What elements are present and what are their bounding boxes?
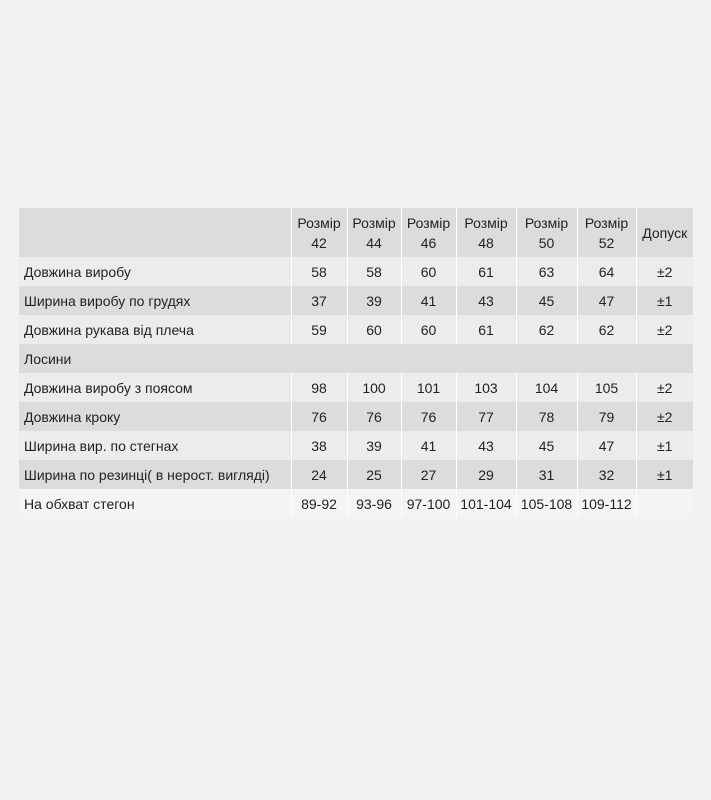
section-title: Лосини: [24, 350, 72, 367]
cell-tolerance: ±2: [657, 379, 673, 396]
cell-value: 104: [516, 373, 577, 402]
row-label: Ширина вир. по стегнах: [19, 431, 291, 460]
cell-value: 47: [577, 286, 636, 315]
row-label: Довжина виробу з поясом: [19, 373, 291, 402]
cell-value: 89-92: [291, 489, 347, 518]
section-header-row: [19, 344, 693, 373]
cell-value: 45: [516, 286, 577, 315]
row-label: Ширина по резинці( в нерост. вигляді): [19, 460, 291, 489]
cell-value: 24: [291, 460, 347, 489]
header-size-number: 46: [420, 234, 437, 251]
header-size-46: [401, 208, 456, 257]
cell-value: 76: [347, 402, 401, 431]
cell-value: 41: [401, 431, 456, 460]
cell-value: 105: [577, 373, 636, 402]
cell-value: 105-108: [516, 489, 577, 518]
header-size-number: 52: [598, 234, 615, 251]
cell-value: 93-96: [347, 489, 401, 518]
cell-value: 47: [577, 431, 636, 460]
cell-value: 43: [456, 431, 516, 460]
row-label: На обхват стегон: [19, 489, 291, 518]
cell-tolerance: ±2: [657, 263, 673, 280]
cell-tolerance: ±1: [657, 437, 673, 454]
header-size-44: [347, 208, 401, 257]
cell-tolerance: ±1: [657, 466, 673, 483]
header-size-number: 42: [311, 234, 327, 251]
header-size-number: 50: [538, 234, 555, 251]
cell-tolerance: ±2: [657, 321, 673, 338]
cell-value: 77: [456, 402, 516, 431]
cell-tolerance: ±1: [657, 292, 673, 309]
cell-value: 109-112: [577, 489, 636, 518]
header-size-label: Розмір: [584, 214, 629, 231]
table-row: [19, 373, 693, 402]
cell-tolerance: [636, 489, 693, 518]
cell-value: 31: [516, 460, 577, 489]
cell-value: 101: [401, 373, 456, 402]
table-header-row: [19, 208, 693, 257]
cell-value: 60: [347, 315, 401, 344]
table-row: [19, 257, 693, 286]
header-size-48: [456, 208, 516, 257]
cell-value: 62: [516, 315, 577, 344]
cell-value: 101-104: [456, 489, 516, 518]
cell-value: 61: [456, 315, 516, 344]
header-tolerance: Допуск: [642, 224, 688, 241]
header-size-label: Розмір: [524, 214, 569, 231]
table-row: [19, 286, 693, 315]
table-row: [19, 315, 693, 344]
cell-value: 60: [401, 315, 456, 344]
header-size-label: Розмір: [352, 214, 396, 231]
row-label: Ширина виробу по грудях: [19, 286, 291, 315]
header-size-label: Розмір: [406, 214, 451, 231]
cell-value: 39: [347, 286, 401, 315]
cell-value: 38: [291, 431, 347, 460]
cell-value: 98: [291, 373, 347, 402]
cell-value: 59: [291, 315, 347, 344]
cell-value: 62: [577, 315, 636, 344]
cell-value: 76: [401, 402, 456, 431]
cell-tolerance: ±2: [657, 408, 673, 425]
cell-value: 27: [401, 460, 456, 489]
cell-value: 37: [291, 286, 347, 315]
cell-value: 79: [577, 402, 636, 431]
cell-value: 58: [347, 257, 401, 286]
cell-value: 100: [347, 373, 401, 402]
cell-value: 45: [516, 431, 577, 460]
cell-value: 58: [291, 257, 347, 286]
header-size-50: [516, 208, 577, 257]
cell-value: 39: [347, 431, 401, 460]
cell-value: 97-100: [401, 489, 456, 518]
size-table: [19, 208, 693, 518]
cell-value: 61: [456, 257, 516, 286]
cell-value: 25: [347, 460, 401, 489]
header-size-42: [291, 208, 347, 257]
table-row: [19, 460, 693, 489]
cell-value: 76: [291, 402, 347, 431]
row-label: Довжина виробу: [19, 257, 291, 286]
cell-value: 43: [456, 286, 516, 315]
row-label: Довжина рукава від плеча: [19, 315, 291, 344]
header-size-52: [577, 208, 636, 257]
header-empty-cell: [19, 208, 291, 257]
cell-value: 32: [577, 460, 636, 489]
cell-value: 60: [401, 257, 456, 286]
header-size-label: Розмір: [464, 214, 508, 231]
cell-value: 63: [516, 257, 577, 286]
table-row: [19, 489, 693, 518]
cell-value: 78: [516, 402, 577, 431]
cell-value: 103: [456, 373, 516, 402]
header-size-label: Розмір: [297, 214, 341, 231]
row-label: Довжина кроку: [19, 402, 291, 431]
header-size-number: 44: [366, 234, 382, 251]
header-size-number: 48: [478, 234, 494, 251]
cell-value: 64: [577, 257, 636, 286]
table-row: [19, 431, 693, 460]
cell-value: 41: [401, 286, 456, 315]
cell-value: 29: [456, 460, 516, 489]
table-row: [19, 402, 693, 431]
